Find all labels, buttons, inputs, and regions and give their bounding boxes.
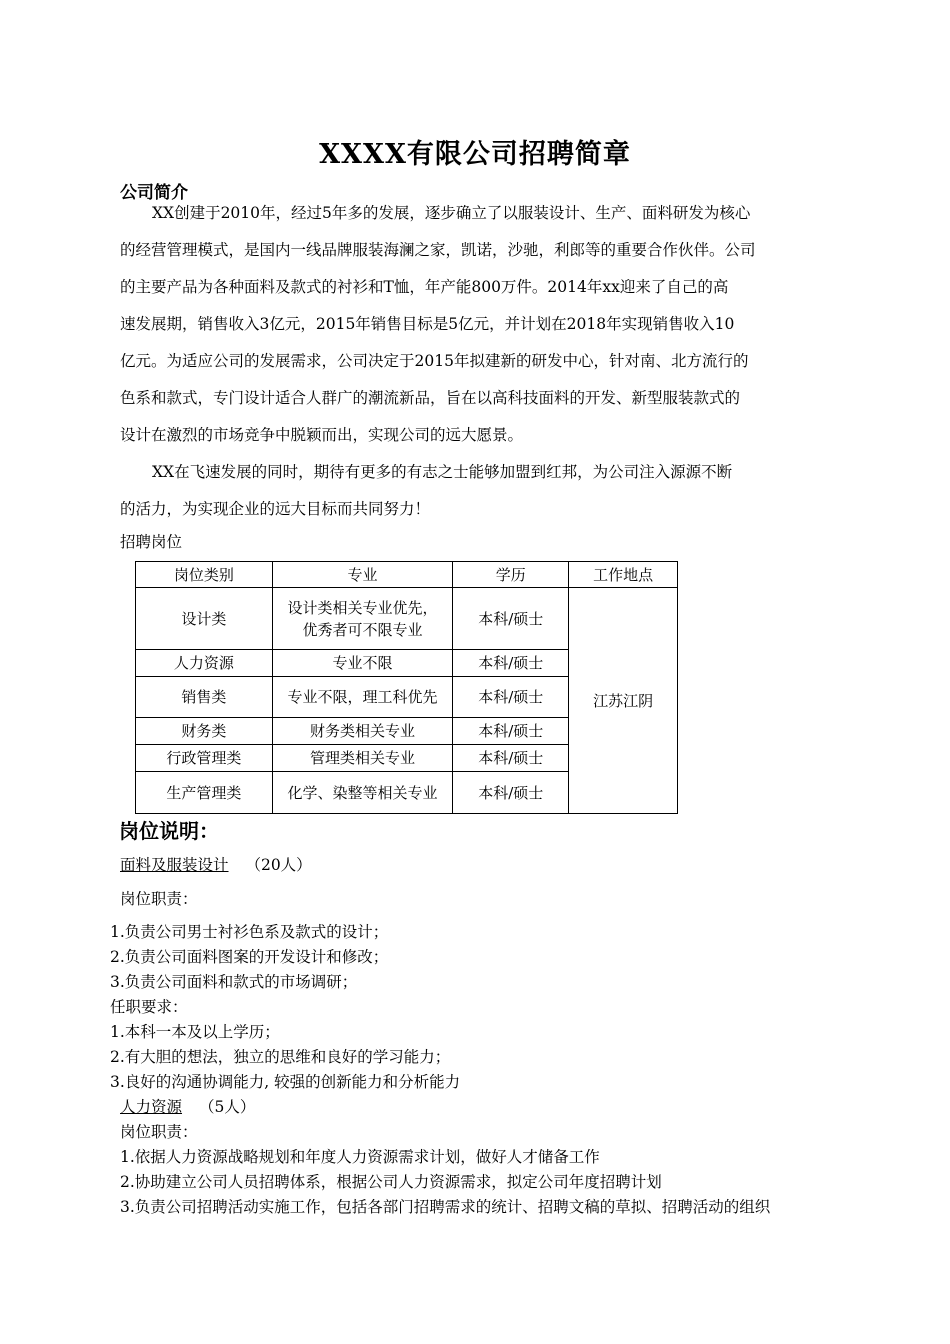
cell-degree: 本科/硕士	[453, 772, 569, 814]
cell-category: 行政管理类	[136, 745, 273, 772]
intro-p1-line-6: 色系和款式，专门设计适合人群广的潮流新品，旨在以高科技面料的开发、新型服装款式的	[120, 389, 741, 407]
job1-duties-label: 岗位职责：	[120, 890, 198, 908]
intro-p1-line-1: XX创建于2010年，经过5年多的发展，逐步确立了以服装设计、生产、面料研发为核心	[152, 204, 751, 222]
header-major: 专业	[272, 562, 453, 588]
cell-major: 财务类相关专业	[272, 718, 453, 745]
cell-major: 化学、染整等相关专业	[272, 772, 453, 814]
cell-category: 人力资源	[136, 650, 273, 677]
cell-major-line-1: 设计类相关专业优先，	[287, 598, 438, 617]
cell-major: 专业不限	[272, 650, 453, 677]
cell-location: 江苏江阴	[569, 588, 678, 814]
job1-duty-2: 2.负责公司面料图案的开发设计和修改；	[110, 948, 389, 966]
cell-major	[272, 588, 453, 650]
page-title: XXXX有限公司招聘简章	[319, 139, 631, 170]
cell-degree: 本科/硕士	[453, 745, 569, 772]
cell-degree: 本科/硕士	[453, 677, 569, 718]
job1-title: 面料及服装设计	[120, 856, 229, 874]
intro-p1-line-7: 设计在激烈的市场竞争中脱颖而出，实现公司的远大愿景。	[120, 426, 524, 444]
intro-p2-line-1: XX在飞速发展的同时，期待有更多的有志之士能够加盟到红邦，为公司注入源源不断	[152, 463, 733, 481]
job1-req-2: 2.有大胆的想法，独立的思维和良好的学习能力；	[110, 1048, 451, 1066]
intro-heading: 公司简介	[120, 183, 188, 203]
header-category: 岗位类别	[136, 562, 273, 588]
cell-degree: 本科/硕士	[453, 650, 569, 677]
positions-label: 招聘岗位	[120, 533, 183, 551]
cell-degree: 本科/硕士	[453, 718, 569, 745]
job1-req-1: 1.本科一本及以上学历；	[110, 1023, 280, 1041]
job1-duty-3: 3.负责公司面料和款式的市场调研；	[110, 973, 358, 991]
header-location: 工作地点	[569, 562, 678, 588]
positions-table	[135, 561, 678, 814]
job1-header	[120, 853, 312, 875]
intro-p2-line-2: 的活力，为实现企业的远大目标而共同努力！	[120, 500, 431, 518]
cell-major: 管理类相关专业	[272, 745, 453, 772]
cell-degree: 本科/硕士	[453, 588, 569, 650]
job2-count: （5人）	[198, 1098, 256, 1116]
intro-p1-line-2: 的经营管理模式，是国内一线品牌服装海澜之家，凯诺，沙驰，利郎等的重要合作伙伴。公司	[120, 241, 756, 259]
job2-duty-1: 1.依据人力资源战略规划和年度人力资源需求计划，做好人才储备工作	[120, 1148, 600, 1166]
job2-title: 人力资源	[120, 1098, 183, 1116]
job1-req-3: 3.良好的沟通协调能力, 较强的创新能力和分析能力	[110, 1073, 461, 1091]
job2-duty-2: 2.协助建立公司人员招聘体系，根据公司人力资源需求，拟定公司年度招聘计划	[120, 1173, 662, 1191]
job2-duty-3: 3.负责公司招聘活动实施工作，包括各部门招聘需求的统计、招聘文稿的草拟、招聘活动的组织	[120, 1198, 771, 1216]
cell-category: 生产管理类	[136, 772, 273, 814]
cell-major: 专业不限，理工科优先	[272, 677, 453, 718]
header-degree: 学历	[453, 562, 569, 588]
intro-p1-line-4: 速发展期，销售收入3亿元，2015年销售目标是5亿元，并计划在2018年实现销售收入10	[120, 315, 735, 333]
cell-category: 财务类	[136, 718, 273, 745]
table-header-row	[136, 562, 678, 588]
job1-duty-1: 1.负责公司男士衬衫色系及款式的设计；	[110, 923, 389, 941]
job1-req-label: 任职要求：	[110, 998, 188, 1016]
cell-category: 设计类	[136, 588, 273, 650]
table-row	[136, 588, 678, 650]
cell-category: 销售类	[136, 677, 273, 718]
cell-major-line-2: 优秀者可不限专业	[302, 620, 423, 639]
job2-duties-label: 岗位职责：	[120, 1123, 198, 1141]
intro-p1-line-3: 的主要产品为各种面料及款式的衬衫和T恤，年产能800万件。2014年xx迎来了自己的高	[120, 278, 729, 296]
desc-heading: 岗位说明：	[119, 819, 219, 843]
job2-header	[120, 1095, 255, 1117]
job1-count: （20人）	[245, 856, 312, 874]
intro-p1-line-5: 亿元。为适应公司的发展需求，公司决定于2015年拟建新的研发中心，针对南、北方流行的	[120, 352, 749, 370]
